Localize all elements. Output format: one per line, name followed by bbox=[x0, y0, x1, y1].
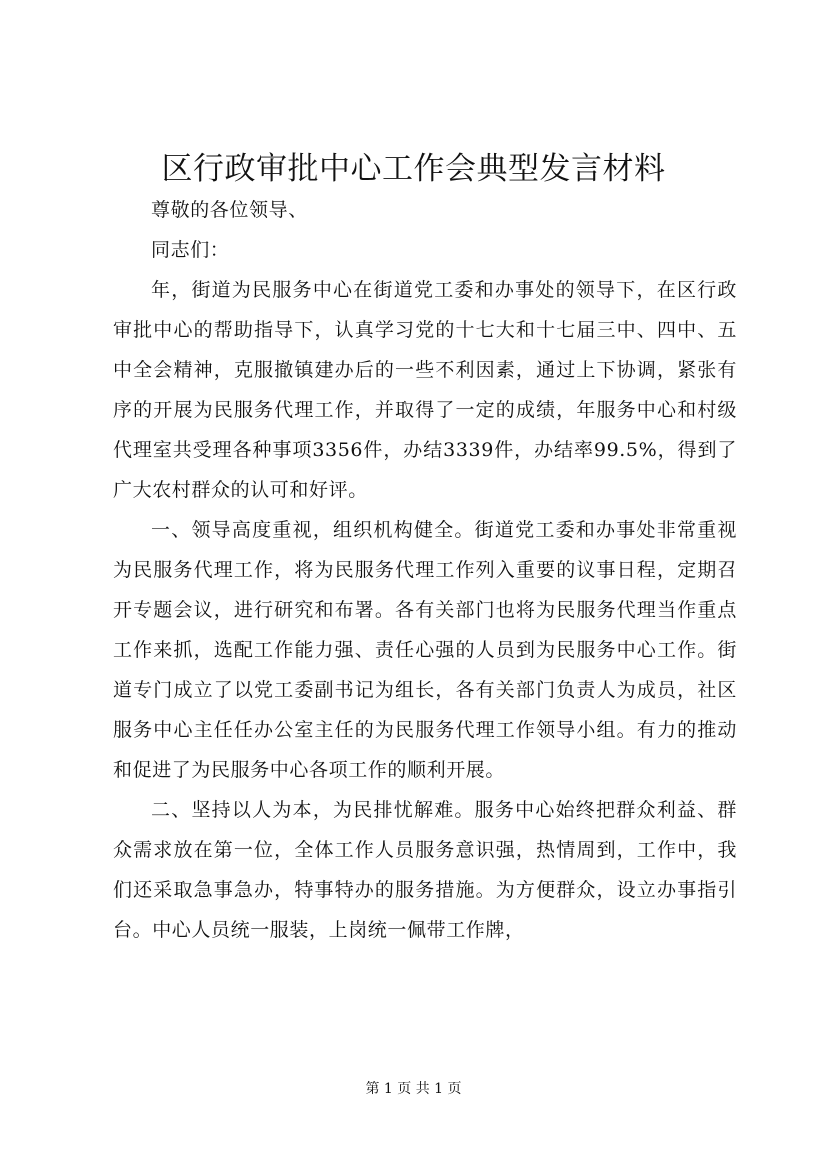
document-title: 区行政审批中心工作会典型发言材料 bbox=[161, 151, 666, 187]
salutation-line-1: 尊敬的各位领导、 bbox=[151, 199, 308, 221]
salutation-line-2: 同志们： bbox=[151, 239, 230, 261]
paragraph-intro: 年，街道为民服务中心在街道党工委和办事处的领导下，在区行政审批中心的帮助指导下，认真学习党的十七大和十七届三中、四中、五中全会精神，克服撤镇建办后的一些不利因素，通过上下协调，紧张有序的开展为民服务代理工作，并取得了一定的成绩，年服务中心和村级代理室共受理各种事项3356件，办结3339件，办结率99.5%，得到了广大农村群众的认可和好评。 bbox=[113, 279, 737, 501]
paragraph-section-2: 二、坚持以人为本，为民排忧解难。服务中心始终把群众利益、群众需求放在第一位，全体工作人员服务意识强，热情周到，工作中，我们还采取急事急办，特事特办的服务措施。为方便群众，设立办事指引台。中心人员统一服装，上岗统一佩带工作牌， bbox=[113, 799, 737, 941]
page-number-footer: 第 1 页 共 1 页 bbox=[365, 1081, 462, 1097]
paragraph-section-1: 一、领导高度重视，组织机构健全。街道党工委和办事处非常重视为民服务代理工作，将为民服务代理工作列入重要的议事日程，定期召开专题会议，进行研究和布署。各有关部门也将为民服务代理当作重点工作来抓，选配工作能力强、责任心强的人员到为民服务中心工作。街道专门成立了以党工委副书记为组长，各有关部门负责人为成员，社区服务中心主任任办公室主任的为民服务代理工作领导小组。有力的推动和促进了为民服务中心各项工作的顺利开展。 bbox=[113, 519, 737, 781]
document-body bbox=[113, 190, 737, 950]
